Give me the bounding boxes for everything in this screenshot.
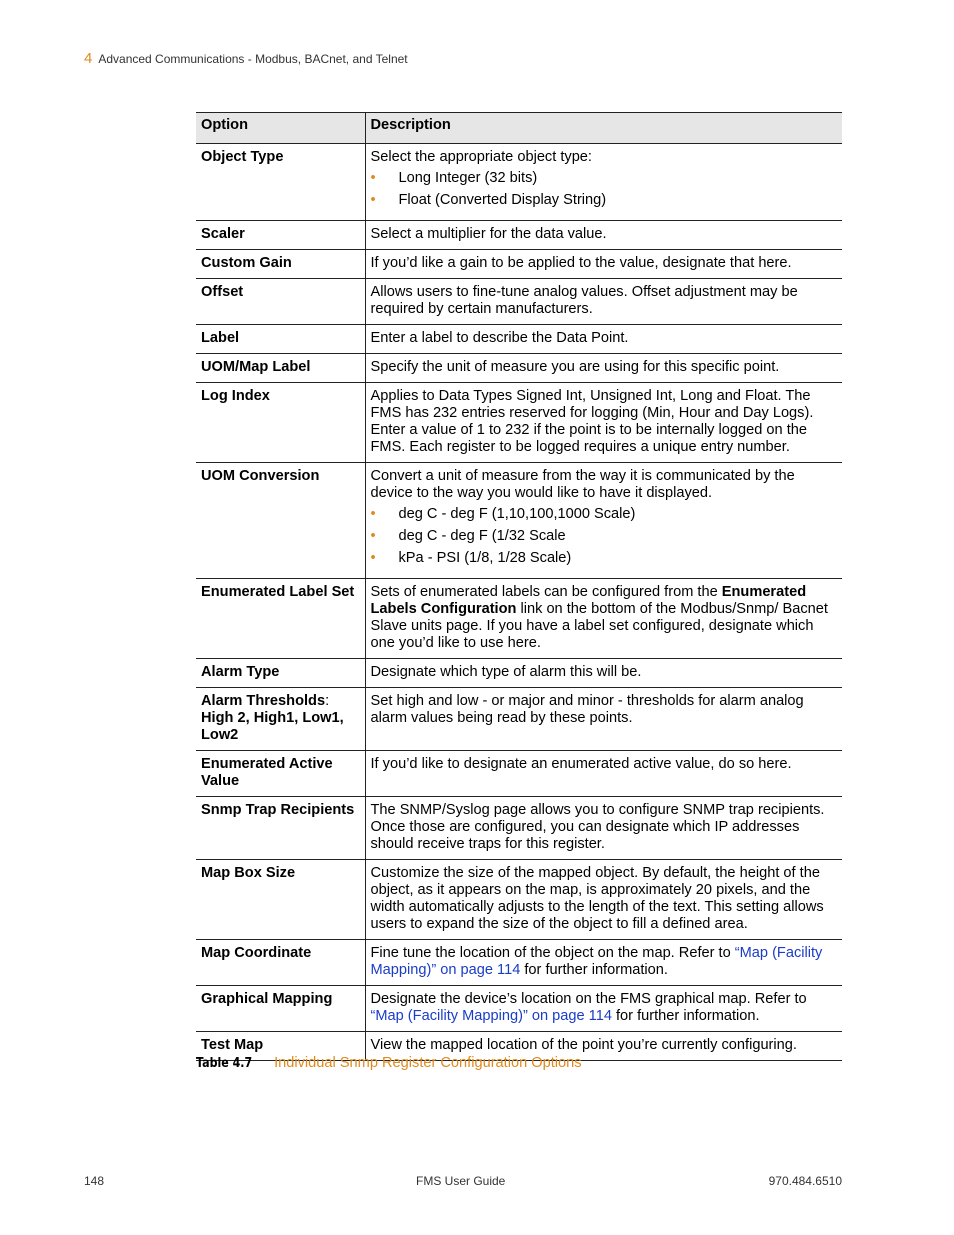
description-cell: Allows users to fine-tune analog values. Offset adjustment may be required by certain manufacturers. <box>365 279 842 325</box>
description-text: Designate the device’s location on the FMS graphical map. Refer to <box>370 991 807 1007</box>
description-cell <box>365 463 842 579</box>
option-cell: Custom Gain <box>196 250 365 279</box>
description-cell: If you’d like to designate an enumerated active value, do so here. <box>365 751 842 797</box>
description-cell: Customize the size of the mapped object. By default, the height of the object, as it appears on the map, is approximately 20 pixels, and the width automatically adjusts to the length of the text. This setting allows users to expand the size of the object to fill a defined area. <box>365 860 842 940</box>
table-row <box>196 579 842 659</box>
option-cell: UOM/Map Label <box>196 354 365 383</box>
cross-reference-link[interactable]: “Map (Facility Mapping)” on page 114 <box>370 945 823 978</box>
bullet-list <box>371 506 838 567</box>
option-cell: Snmp Trap Recipients <box>196 797 365 860</box>
option-name: Alarm Thresholds <box>201 693 326 709</box>
table-row <box>196 325 842 354</box>
description-cell: If you’d like a gain to be applied to the value, designate that here. <box>365 250 842 279</box>
option-cell: Test Map <box>196 1032 365 1061</box>
option-cell: Enumerated Active Value <box>196 751 365 797</box>
option-cell: Alarm Type <box>196 659 365 688</box>
list-item: • Float (Converted Display String) <box>371 192 838 209</box>
bullet-list <box>371 170 838 209</box>
chapter-number: 4 <box>84 50 93 67</box>
description-text: Select the appropriate object type: <box>370 149 592 165</box>
description-bold-text: Enumerated Labels Configuration <box>370 584 807 617</box>
description-cell: Enter a label to describe the Data Point. <box>365 325 842 354</box>
option-cell: UOM Conversion <box>196 463 365 579</box>
table-row <box>196 383 842 463</box>
description-text: for further information. <box>520 962 668 978</box>
option-cell: Log Index <box>196 383 365 463</box>
table-row <box>196 940 842 986</box>
option-cell: Scaler <box>196 221 365 250</box>
table-row <box>196 354 842 383</box>
table-row <box>196 751 842 797</box>
list-item: • deg C - deg F (1/32 Scale <box>371 528 838 545</box>
column-header-description: Description <box>365 113 842 144</box>
running-header <box>84 50 408 67</box>
option-cell: Map Box Size <box>196 860 365 940</box>
option-cell: Object Type <box>196 144 365 221</box>
page-number: 148 <box>84 1174 105 1188</box>
description-text: Sets of enumerated labels can be configured from the <box>370 584 722 600</box>
option-cell: Graphical Mapping <box>196 986 365 1032</box>
table-number: Table 4.7 <box>196 1056 253 1071</box>
table-row <box>196 279 842 325</box>
description-cell: Applies to Data Types Signed Int, Unsigned Int, Long and Float. The FMS has 232 entries reserved for logging (Min, Hour and Day Logs). Enter a value of 1 to 232 if the point is to be internally logged on the FMS. Each register to be logged requires a unique entry number. <box>365 383 842 463</box>
footer-title: FMS User Guide <box>416 1174 506 1188</box>
list-item: • Long Integer (32 bits) <box>371 170 838 187</box>
option-cell: Enumerated Label Set <box>196 579 365 659</box>
chapter-title: Advanced Communications - Modbus, BACnet, and Telnet <box>98 52 408 66</box>
description-text: link on the bottom of the Modbus/Snmp/ Bacnet Slave units page. If you have a label set configured, designate which one you’d like to use here. <box>370 601 828 651</box>
table-row <box>196 250 842 279</box>
description-cell <box>365 986 842 1032</box>
column-header-option: Option <box>196 113 365 144</box>
table-row <box>196 797 842 860</box>
table-row <box>196 221 842 250</box>
description-cell: Set high and low - or major and minor - thresholds for alarm analog alarm values being read by these points. <box>365 688 842 751</box>
description-cell: Select a multiplier for the data value. <box>365 221 842 250</box>
table-row <box>196 144 842 221</box>
description-cell: Designate which type of alarm this will be. <box>365 659 842 688</box>
table-row <box>196 860 842 940</box>
description-text: for further information. <box>611 1008 760 1024</box>
options-table <box>196 112 842 1061</box>
option-cell: Offset <box>196 279 365 325</box>
option-cell: Map Coordinate <box>196 940 365 986</box>
table-row <box>196 688 842 751</box>
description-text: Convert a unit of measure from the way it is communicated by the device to the way you would like to have it displayed. <box>370 468 795 501</box>
table-row <box>196 986 842 1032</box>
table-header-row <box>196 113 842 144</box>
list-item: • deg C - deg F (1,10,100,1000 Scale) <box>371 506 838 523</box>
description-text: Fine tune the location of the object on the map. Refer to <box>370 945 735 961</box>
table-title: Individual Snmp Register Configuration Options <box>274 1055 582 1071</box>
description-cell: The SNMP/Syslog page allows you to configure SNMP trap recipients. Once those are configured, you can designate which IP addresses should receive traps for this register. <box>365 797 842 860</box>
table-caption <box>196 1055 582 1071</box>
description-cell <box>365 579 842 659</box>
list-item: • kPa - PSI (1/8, 1/28 Scale) <box>371 550 838 567</box>
description-cell: View the mapped location of the point you’re currently configuring. <box>365 1032 842 1061</box>
option-detail: High 2, High1, Low1, Low2 <box>201 710 344 743</box>
option-separator: : <box>325 693 330 709</box>
footer-phone: 970.484.6510 <box>768 1174 842 1188</box>
table-row <box>196 463 842 579</box>
option-cell: Label <box>196 325 365 354</box>
option-cell <box>196 688 365 751</box>
description-cell <box>365 144 842 221</box>
description-cell <box>365 940 842 986</box>
description-cell: Specify the unit of measure you are using for this specific point. <box>365 354 842 383</box>
cross-reference-link[interactable]: “Map (Facility Mapping)” on page 114 <box>370 1008 612 1024</box>
table-row <box>196 659 842 688</box>
